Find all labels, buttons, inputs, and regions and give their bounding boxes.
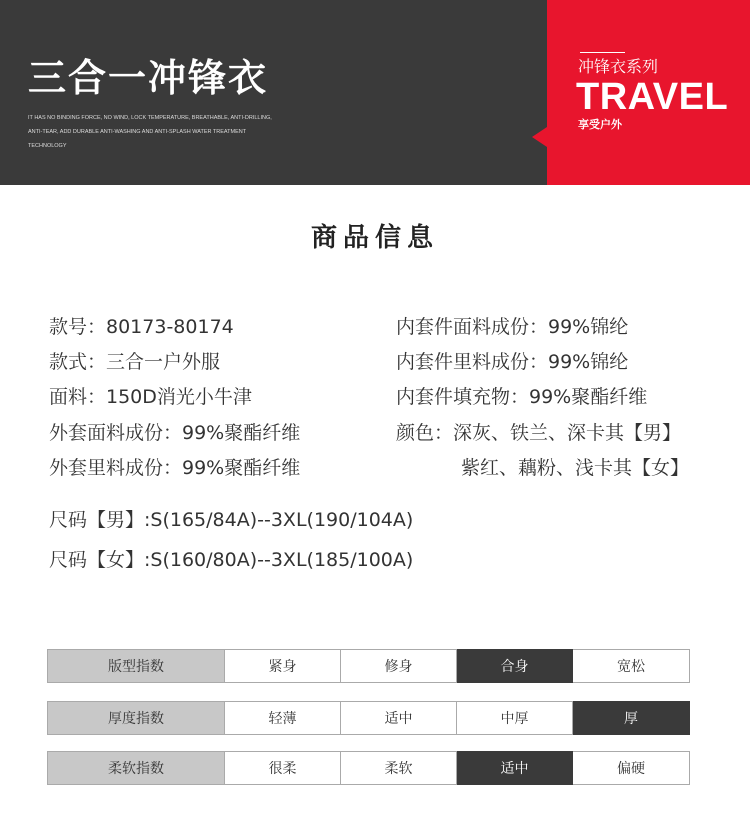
softness-index-row: [47, 751, 690, 785]
fit-option-loose: 宽松: [573, 649, 690, 683]
softness-index-label: 柔软指数: [47, 751, 225, 785]
spec-fabric: 面料：150D消光小牛津: [49, 386, 252, 408]
thickness-option-thick: 厚: [573, 701, 690, 735]
series-panel-notch: [532, 127, 547, 147]
softness-option-firm: 偏硬: [573, 751, 690, 785]
product-title: 三合一冲锋衣: [28, 56, 269, 100]
fit-index-label: 版型指数: [47, 649, 225, 683]
series-label: 冲锋衣系列: [578, 57, 659, 76]
thickness-index-row: [47, 701, 690, 735]
fit-option-slim: 修身: [341, 649, 457, 683]
spec-inner-lining: 内套件里料成份：99%锦纶: [396, 351, 629, 373]
spec-inner-filling: 内套件填充物：99%聚酯纤维: [396, 386, 648, 408]
spec-colors-male: 颜色：深灰、铁兰、深卡其【男】: [396, 422, 682, 444]
softness-option-soft: 柔软: [341, 751, 457, 785]
thickness-option-medium-thick: 中厚: [457, 701, 573, 735]
spec-colors-female: 紫红、藕粉、浅卡其【女】: [461, 457, 690, 479]
product-tagline: IT HAS NO BINDING FORCE, NO WIND, LOCK TEMPERATURE, BREATHABLE, ANTI-DRILLING, ANTI-TEAR, ADD DURABLE ANTI-WASHING AND ANTI-SPLASH WATER TREATMENT TECHNOLOGY: [28, 115, 272, 149]
fit-option-regular: 合身: [457, 649, 573, 683]
spec-style: 款式：三合一户外服: [49, 351, 221, 373]
spec-outer-fabric: 外套面料成份：99%聚酯纤维: [49, 422, 301, 444]
spec-outer-lining: 外套里料成份：99%聚酯纤维: [49, 457, 301, 479]
series-divider: [580, 52, 625, 53]
thickness-option-medium: 适中: [341, 701, 457, 735]
size-female: 尺码【女】:S(160/80A)--3XL(185/100A): [49, 549, 414, 571]
thickness-option-thin: 轻薄: [225, 701, 341, 735]
section-title: 商品信息: [310, 223, 439, 253]
softness-option-moderate: 适中: [457, 751, 573, 785]
spec-inner-fabric: 内套件面料成份：99%锦纶: [396, 316, 629, 338]
travel-heading: TRAVEL: [576, 76, 729, 118]
thickness-index-label: 厚度指数: [47, 701, 225, 735]
enjoy-outdoor-label: 享受户外: [578, 118, 622, 131]
softness-option-very-soft: 很柔: [225, 751, 341, 785]
spec-model-number: 款号：80173-80174: [49, 316, 234, 338]
fit-option-tight: 紧身: [225, 649, 341, 683]
size-male: 尺码【男】:S(165/84A)--3XL(190/104A): [49, 509, 414, 531]
fit-index-row: [47, 649, 690, 683]
